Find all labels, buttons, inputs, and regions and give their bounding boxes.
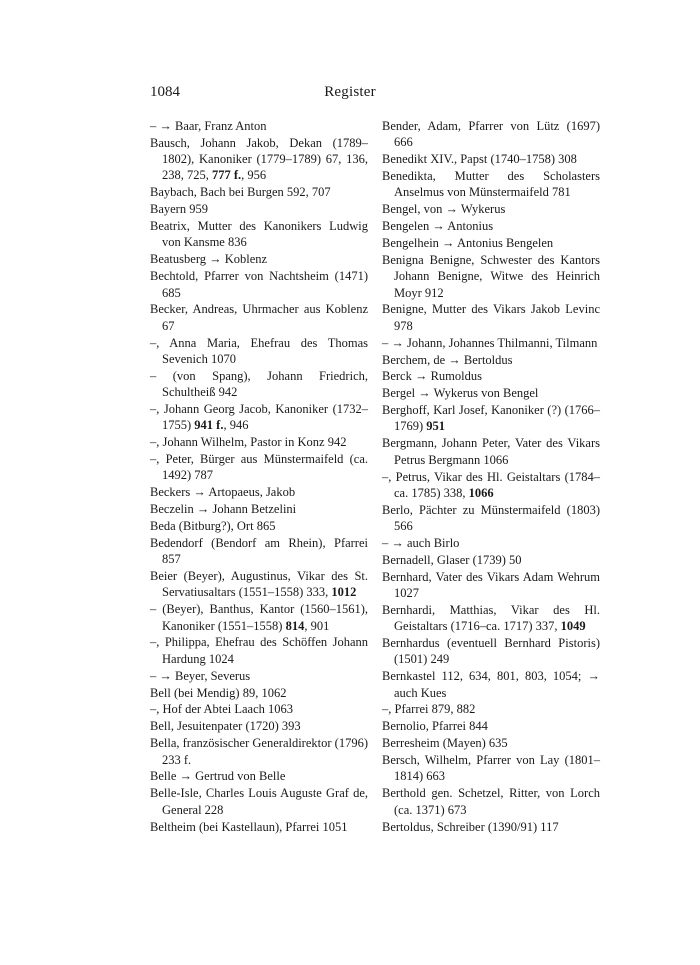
index-entry: – → Johann, Johannes Thilmanni, Tilmann: [382, 335, 598, 350]
index-entry: Benigna Benigne, Schwester des Kantors Johann Benigne, Witwe des Heinrich Moyr 912: [382, 252, 600, 300]
index-entry: Bernkastel 112, 634, 801, 803, 1054; → auch Kues: [382, 669, 600, 700]
index-entry: –, Hof der Abtei Laach 1063: [150, 702, 294, 717]
index-entry: –, Pfarrei 879, 882: [382, 702, 476, 717]
index-entry: Beatusberg → Koblenz: [150, 252, 268, 267]
index-entry: Beltheim (bei Kastellaun), Pfarrei 1051: [150, 819, 348, 834]
index-entry: Bender, Adam, Pfarrer von Lütz (1697) 666: [382, 119, 600, 150]
index-entry: Beatrix, Mutter des Kanonikers Ludwig von Kansme 836: [150, 219, 368, 250]
index-entry: Bengel, von → Wykerus: [382, 202, 506, 217]
index-entry: Bedendorf (Bendorf am Rhein), Pfarrei 857: [150, 535, 368, 567]
index-entry: Berlo, Pächter zu Münstermaifeld (1803) 566: [382, 502, 600, 534]
index-entry: –, Anna Maria, Ehefrau des Thomas Sevenich 1070: [150, 335, 368, 366]
index-column-left: [150, 118, 368, 835]
index-entry: Bechtold, Pfarrer von Nachtsheim (1471) 685: [150, 269, 368, 300]
index-entry: Berresheim (Mayen) 635: [382, 736, 508, 751]
index-entry: Beda (Bitburg?), Ort 865: [150, 519, 276, 534]
running-title: Register: [324, 84, 376, 100]
index-entry: Beczelin → Johann Betzelini: [150, 502, 297, 517]
index-entry: Bersch, Wilhelm, Pfarrer von Lay (1801–1814) 663: [382, 753, 600, 784]
index-entry: Bernhardus (eventuell Bernhard Pistoris) (1501) 249: [382, 636, 600, 667]
index-entry: – → auch Birlo: [382, 535, 460, 550]
index-entry: Benigne, Mutter des Vikars Jakob Levinc 978: [382, 302, 600, 333]
index-entry: –, Peter, Bürger aus Münstermaifeld (ca. 1492) 787: [150, 452, 368, 483]
index-entry: Berghoff, Karl Josef, Kanoniker (?) (1766–1769) 951: [382, 403, 600, 434]
index-entry: Bayern 959: [150, 202, 208, 217]
index-entry: Bertoldus, Schreiber (1390/91) 117: [382, 819, 559, 834]
index-entry: Berthold gen. Schetzel, Ritter, von Lorch (ca. 1371) 673: [382, 786, 600, 817]
index-entry: –, Johann Wilhelm, Pastor in Konz 942: [150, 435, 347, 450]
index-entry: Bergmann, Johann Peter, Vater des Vikars Petrus Bergmann 1066: [382, 436, 600, 467]
index-entry: Berck → Rumoldus: [382, 369, 482, 384]
index-entry: Belle-Isle, Charles Louis Auguste Graf de, General 228: [150, 786, 368, 817]
index-entry: Berchem, de → Bertoldus: [382, 352, 513, 367]
index-entry: Bengelhein → Antonius Bengelen: [382, 236, 554, 251]
index-entry: Bella, französischer Generaldirektor (1796) 233 f.: [150, 736, 368, 767]
index-entry: Bernhard, Vater des Vikars Adam Wehrum 1027: [382, 569, 600, 600]
index-entry: Beckers → Artopaeus, Jakob: [150, 485, 296, 500]
index-entry: –, Johann Georg Jacob, Kanoniker (1732–1755) 941 f., 946: [150, 401, 368, 433]
index-entry: – (Beyer), Banthus, Kantor (1560–1561), Kanoniker (1551–1558) 814, 901: [150, 602, 368, 633]
index-column-right: [382, 118, 600, 835]
index-entry: Bernhardi, Matthias, Vikar des Hl. Geistaltars (1716–ca. 1717) 337, 1049: [382, 602, 600, 634]
index-entry: Baybach, Bach bei Burgen 592, 707: [150, 185, 331, 200]
index-entry: –, Petrus, Vikar des Hl. Geistaltars (1784–ca. 1785) 338, 1066: [382, 469, 600, 500]
index-entry: Bell, Jesuitenpater (1720) 393: [150, 719, 301, 734]
index-entry: Bernadell, Glaser (1739) 50: [382, 552, 522, 567]
index-entry: Bell (bei Mendig) 89, 1062: [150, 685, 287, 700]
index-entry: Bengelen → Antonius: [382, 219, 494, 234]
index-entry: –, Philippa, Ehefrau des Schöffen Johann Hardung 1024: [150, 635, 368, 666]
index-entry: Bergel → Wykerus von Bengel: [382, 386, 539, 401]
index-entry: – → Baar, Franz Anton: [150, 119, 267, 133]
index-entry: Becker, Andreas, Uhrmacher aus Koblenz 67: [150, 302, 368, 333]
index-entry: – → Beyer, Severus: [150, 668, 251, 683]
index-entry: – (von Spang), Johann Friedrich, Schultheiß 942: [150, 368, 368, 400]
index-entry: Bausch, Johann Jakob, Dekan (1789–1802), Kanoniker (1779–1789) 67, 136, 238, 725, 777 f., 956: [150, 135, 368, 183]
index-entry: Bernolio, Pfarrei 844: [382, 719, 488, 734]
index-entry: Beier (Beyer), Augustinus, Vikar des St. Servatiusaltars (1551–1558) 333, 1012: [150, 569, 368, 600]
index-entry: Benedikta, Mutter des Scholasters Anselmus von Münstermaifeld 781: [382, 169, 600, 200]
index-entry: Belle → Gertrud von Belle: [150, 769, 286, 784]
page-number: 1084: [150, 84, 180, 100]
index-entry: Benedikt XIV., Papst (1740–1758) 308: [382, 152, 577, 167]
